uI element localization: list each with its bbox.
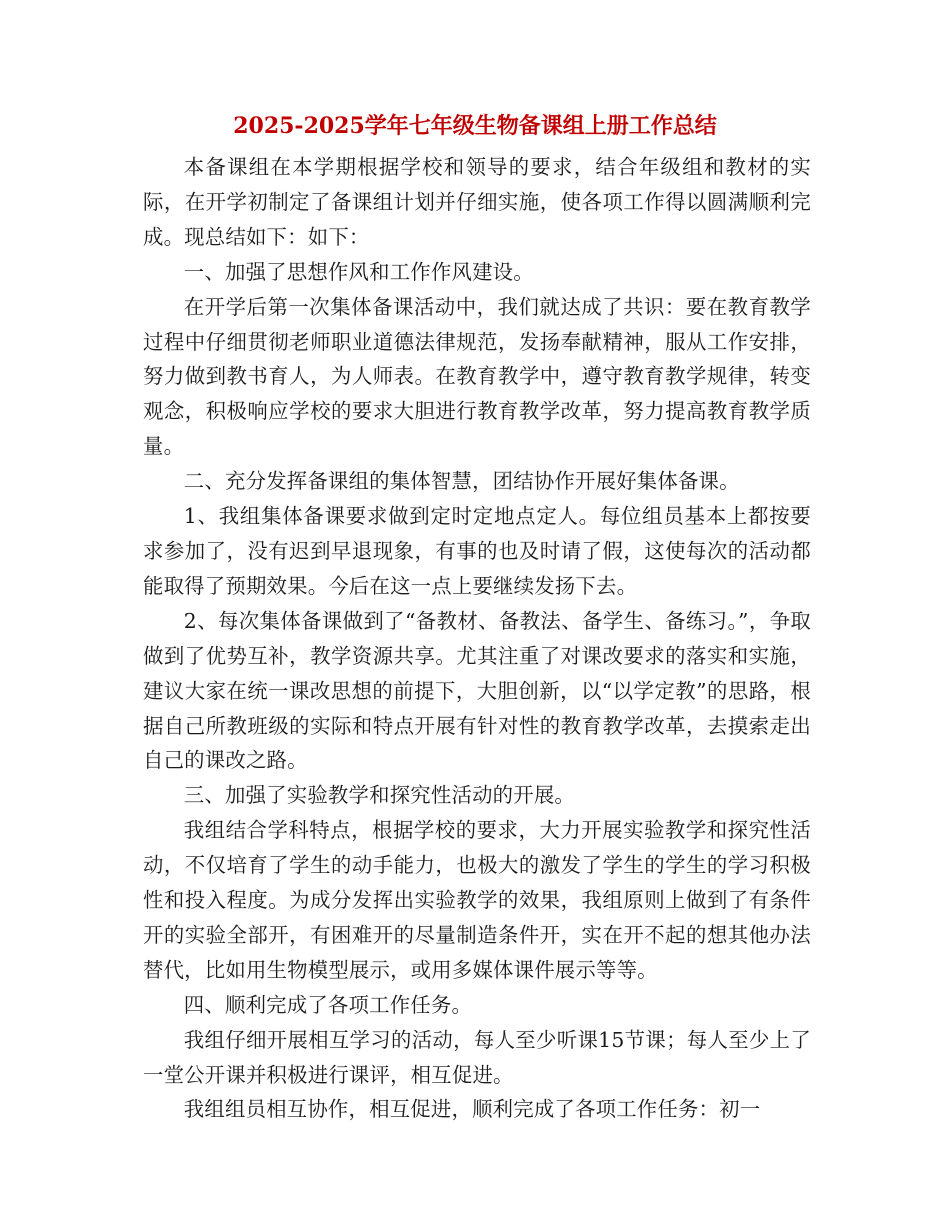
- section-heading: 三、加强了实验教学和探究性活动的开展。: [183, 783, 576, 808]
- document-body: [143, 150, 811, 1127]
- paragraph: 2、每次集体备课做到了“备教材、备教法、备学生、备练习。”，争取做到了优势互补，教学资源共享。尤其注重了对课改要求的落实和实施，建议大家在统一课改思想的前提下，大胆创新，以“以学定教”的思路，根据自己所教班级的实际和特点开展有针对性的教育教学改革，去摸索走出自己的课改之路。: [143, 608, 811, 773]
- paragraph: 在开学后第一次集体备课活动中，我们就达成了共识：要在教育教学过程中仔细贯彻老师职业道德法律规范，发扬奉献精神，服从工作安排，努力做到教书育人，为人师表。在教育教学中，遵守教育教学规律，转变观念，积极响应学校的要求大胆进行教育教学改革，努力提高教育教学质量。: [143, 294, 811, 459]
- section-heading: 四、顺利完成了各项工作任务。: [183, 992, 473, 1017]
- paragraph: 我组组员相互协作，相互促进，顺利完成了各项工作任务：初一: [183, 1097, 761, 1122]
- document-title: 2025-2025学年七年级生物备课组上册工作总结: [233, 113, 717, 139]
- section-heading: 一、加强了思想作风和工作作风建设。: [183, 259, 534, 284]
- paragraph: 本备课组在本学期根据学校和领导的要求，结合年级组和教材的实际，在开学初制定了备课组计划并仔细实施，使各项工作得以圆满顺利完成。现总结如下：如下：: [143, 155, 811, 249]
- paragraph: 我组结合学科特点，根据学校的要求，大力开展实验教学和探究性活动，不仅培育了学生的动手能力，也极大的激发了学生的学生的学习积极性和投入程度。为成分发挥出实验教学的效果，我组原则上做到了有条件开的实验全部开，有困难开的尽量制造条件开，实在开不起的想其他办法替代，比如用生物模型展示，或用多媒体课件展示等等。: [143, 818, 811, 982]
- paragraph: 1、我组集体备课要求做到定时定地点定人。每位组员基本上都按要求参加了，没有迟到早退现象，有事的也及时请了假，这使每次的活动都能取得了预期效果。今后在这一点上要继续发扬下去。: [143, 504, 811, 598]
- section-heading: 二、充分发挥备课组的集体智慧，团结协作开展好集体备课。: [183, 469, 740, 494]
- paragraph: 我组仔细开展相互学习的活动，每人至少听课15节课；每人至少上了一堂公开课并积极进行课评，相互促进。: [143, 1027, 811, 1087]
